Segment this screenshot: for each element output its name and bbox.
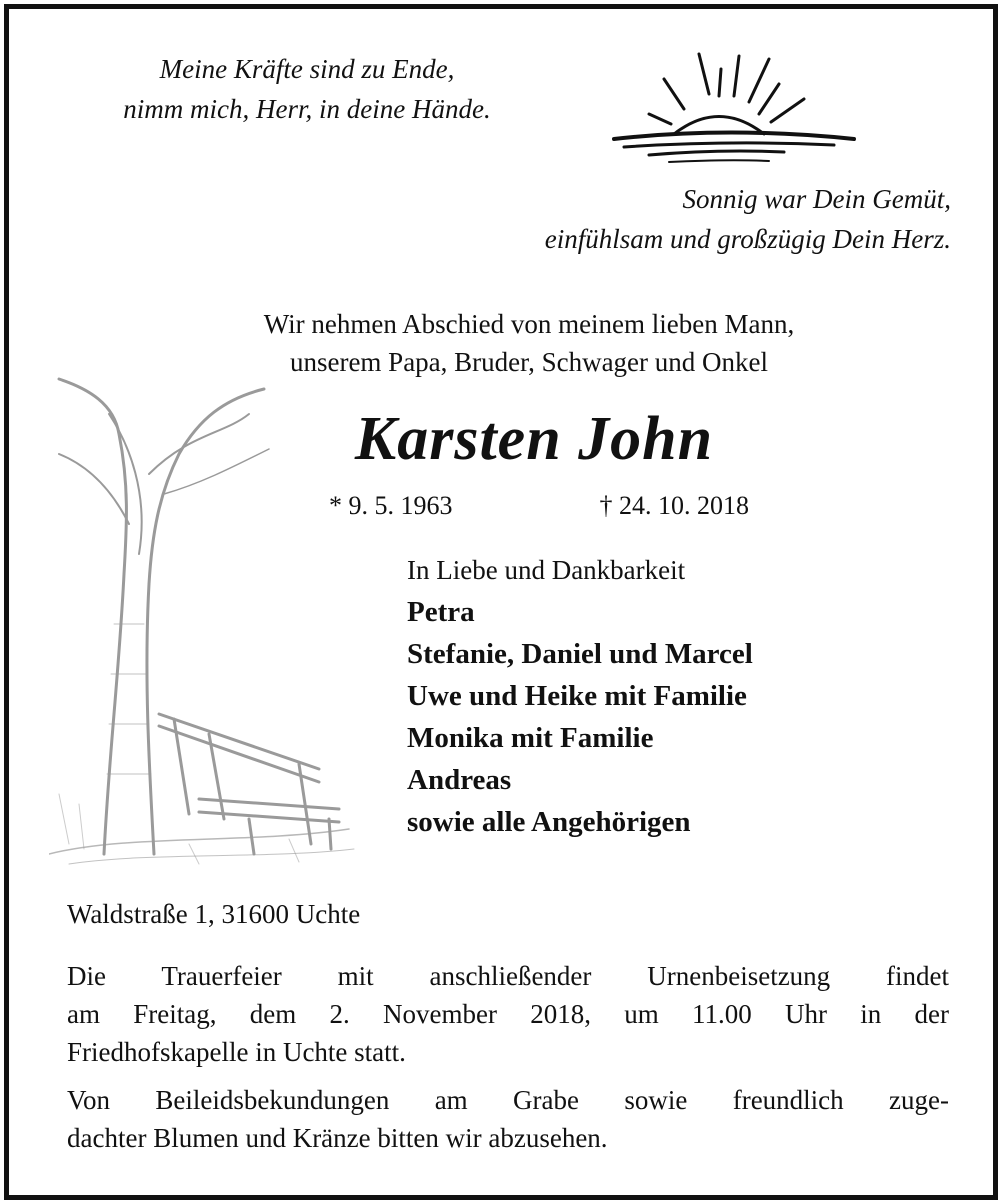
verse-right	[369, 179, 951, 259]
obituary-notice	[4, 4, 998, 1200]
condolence-line2: dachter Blumen und Kränze bitten wir abzusehen.	[67, 1123, 608, 1153]
verse-right-line1: Sonnig war Dein Gemüt,	[682, 184, 951, 214]
sunset-icon	[609, 44, 859, 169]
verse-top-line1: Meine Kräfte sind zu Ende,	[159, 54, 455, 84]
funeral-line1: Die Trauerfeier mit anschließender Urnenbeisetzung findet	[67, 961, 949, 991]
death-date: † 24. 10. 2018	[599, 491, 749, 520]
verse-top-line2: nimm mich, Herr, in deine Hände.	[123, 94, 491, 124]
mourners-list	[407, 549, 753, 843]
address: Waldstraße 1, 31600 Uchte	[67, 899, 361, 929]
birth-date: * 9. 5. 1963	[329, 491, 453, 520]
intro-line2: unserem Papa, Bruder, Schwager und Onkel	[289, 347, 769, 377]
funeral-info	[67, 957, 949, 1071]
verse-top	[47, 49, 567, 129]
verse-right-line2: einfühlsam und großzügig Dein Herz.	[544, 224, 951, 254]
mourner-name: Andreas	[407, 764, 512, 796]
condolence-line1: Von Beileidsbekundungen am Grabe sowie freundlich zuge-	[67, 1085, 949, 1115]
mourners-heading: In Liebe und Dankbarkeit	[407, 555, 686, 585]
mourner-name: sowie alle Angehörigen	[407, 806, 691, 838]
funeral-line2: am Freitag, dem 2. November 2018, um 11.00 Uhr in der	[67, 999, 949, 1029]
intro-line1: Wir nehmen Abschied von meinem lieben Mann,	[263, 309, 795, 339]
mourner-name: Monika mit Familie	[407, 722, 654, 754]
condolence-info	[67, 1081, 949, 1157]
life-dates	[329, 491, 749, 521]
mourner-name: Petra	[407, 596, 475, 628]
deceased-name: Karsten John	[354, 405, 714, 473]
funeral-line3: Friedhofskapelle in Uchte statt.	[67, 1037, 406, 1067]
mourner-name: Uwe und Heike mit Familie	[407, 680, 747, 712]
intro-text	[89, 305, 969, 381]
mourner-name: Stefanie, Daniel und Marcel	[407, 638, 753, 670]
